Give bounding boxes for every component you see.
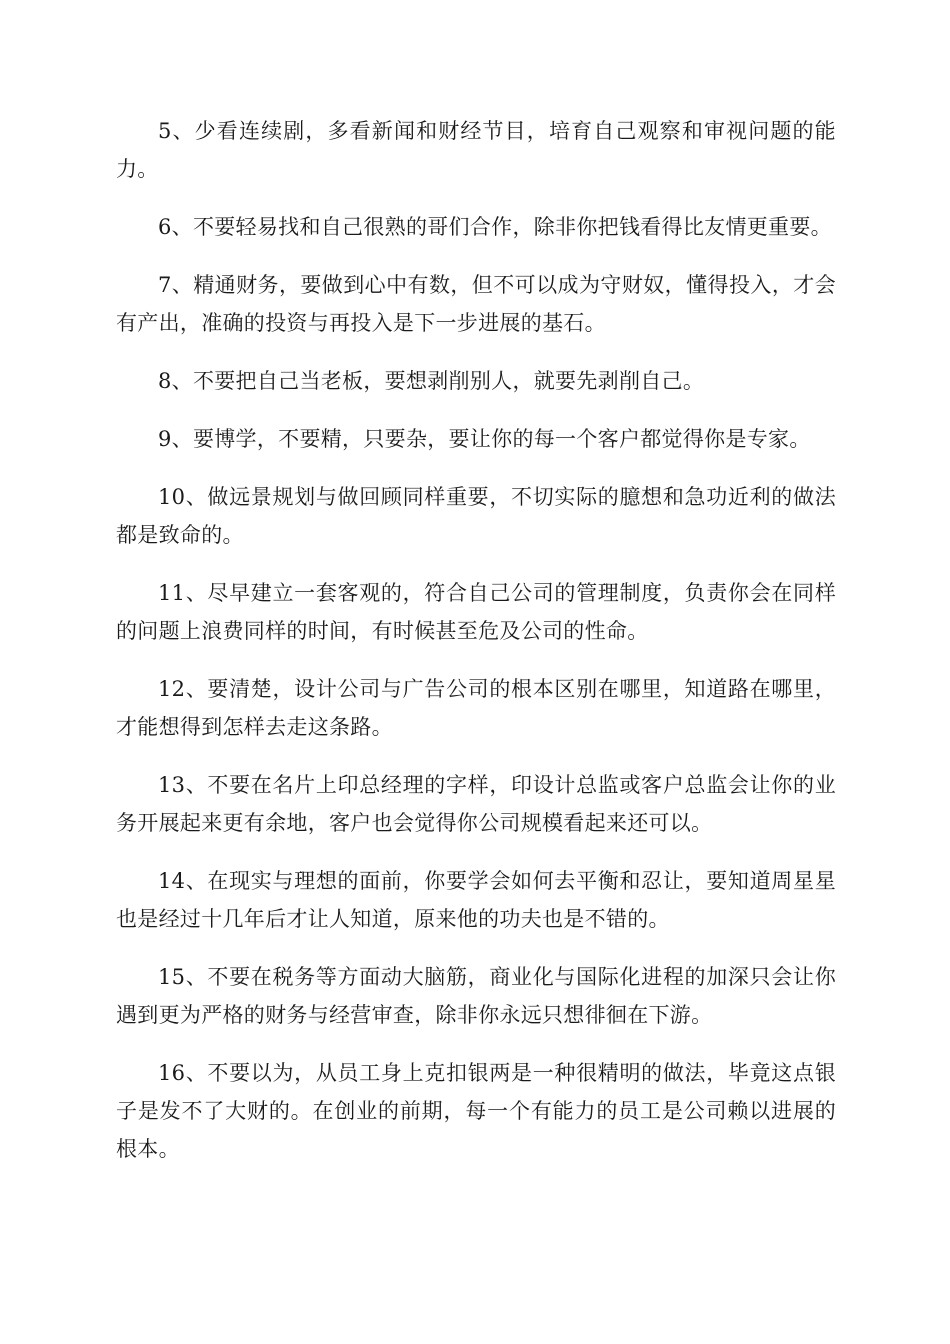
document-body (116, 112, 836, 1188)
paragraph-item-9: 9、要博学，不要精，只要杂，要让你的每一个客户都觉得你是专家。 (158, 427, 811, 451)
paragraph-item-11: 11、尽早建立一套客观的，符合自己公司的管理制度，负责你会在同样的问题上浪费同样的时间，有时候甚至危及公司的性命。 (116, 581, 836, 643)
paragraph-item-5: 5、少看连续剧，多看新闻和财经节目，培育自己观察和审视问题的能力。 (116, 119, 836, 181)
paragraph-item-7: 7、精通财务，要做到心中有数，但不可以成为守财奴，懂得投入，才会有产出，准确的投资与再投入是下一步进展的基石。 (116, 273, 836, 335)
paragraph-item-6: 6、不要轻易找和自己很熟的哥们合作，除非你把钱看得比友情更重要。 (158, 215, 832, 239)
paragraph-item-15: 15、不要在税务等方面动大脑筋，商业化与国际化进程的加深只会让你遇到更为严格的财务与经营审查，除非你永远只想徘徊在下游。 (116, 965, 836, 1027)
paragraph-item-10: 10、做远景规划与做回顾同样重要，不切实际的臆想和急功近利的做法都是致命的。 (116, 485, 836, 547)
paragraph-item-12: 12、要清楚，设计公司与广告公司的根本区别在哪里，知道路在哪里，才能想得到怎样去走这条路。 (116, 677, 836, 739)
paragraph-item-8: 8、不要把自己当老板，要想剥削别人，就要先剥削自己。 (158, 369, 705, 393)
paragraph-item-14: 14、在现实与理想的面前，你要学会如何去平衡和忍让，要知道周星星也是经过十几年后才让人知道，原来他的功夫也是不错的。 (116, 869, 836, 931)
paragraph-item-13: 13、不要在名片上印总经理的字样，印设计总监或客户总监会让你的业务开展起来更有余地，客户也会觉得你公司规模看起来还可以。 (116, 773, 836, 835)
paragraph-item-16: 16、不要以为，从员工身上克扣银两是一种很精明的做法，毕竟这点银子是发不了大财的。在创业的前期，每一个有能力的员工是公司赖以进展的根本。 (116, 1061, 836, 1161)
